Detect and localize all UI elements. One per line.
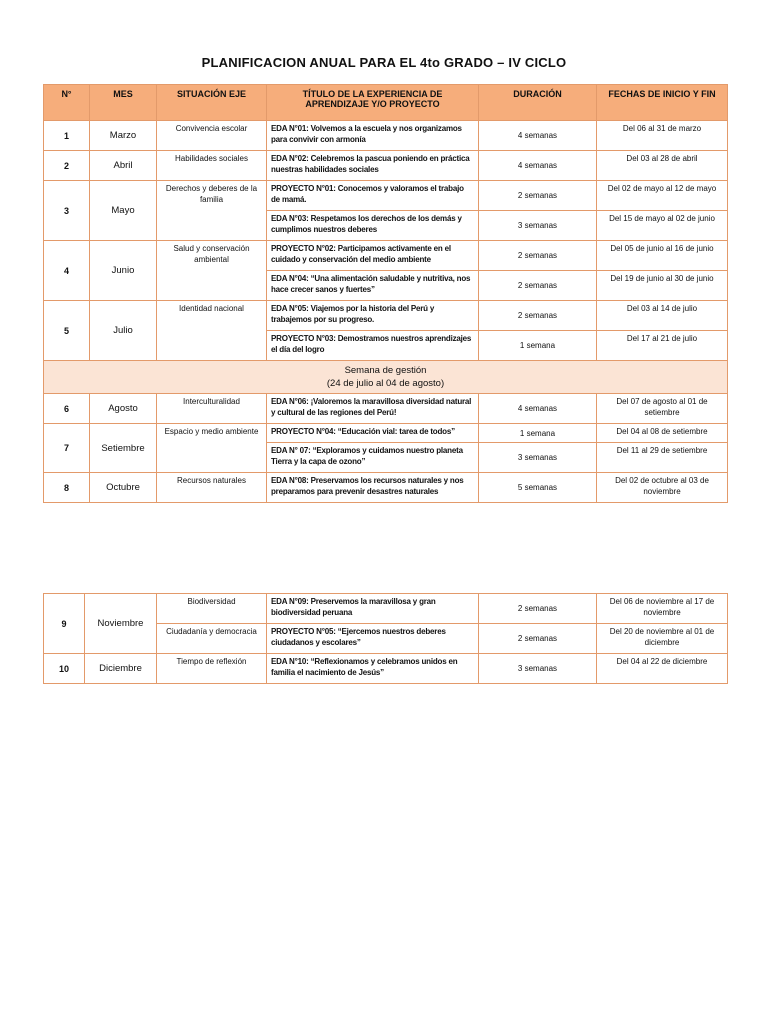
row-month: Marzo (90, 121, 157, 151)
row-duration: 2 semanas (479, 241, 597, 271)
row-title: PROYECTO N°04: “Educación vial: tarea de todos” (267, 424, 479, 443)
page-title: PLANIFICACION ANUAL PARA EL 4to GRADO – IV CICLO (201, 55, 567, 70)
row-dates: Del 05 de junio al 16 de junio (597, 241, 728, 271)
row-number: 10 (44, 654, 85, 684)
table-row (44, 151, 728, 181)
gestion-dates: (24 de julio al 04 de agosto) (326, 378, 445, 389)
row-duration: 4 semanas (479, 121, 597, 151)
gestion-cell (44, 361, 728, 394)
header-row (44, 85, 728, 121)
row-duration: 2 semanas (479, 301, 597, 331)
row-dates: Del 06 al 31 de marzo (597, 121, 728, 151)
row-number: 9 (44, 594, 85, 654)
row-month: Diciembre (85, 654, 157, 684)
planning-table-continued (43, 593, 728, 684)
header-duracion: DURACIÓN (479, 85, 597, 121)
row-month: Julio (90, 301, 157, 361)
table-row (44, 181, 728, 211)
row-duration: 4 semanas (479, 151, 597, 181)
row-month: Junio (90, 241, 157, 301)
table-row (44, 301, 728, 331)
row-dates: Del 03 al 28 de abril (597, 151, 728, 181)
row-dates: Del 02 de mayo al 12 de mayo (597, 181, 728, 211)
row-dates: Del 02 de octubre al 03 de noviembre (597, 473, 728, 503)
planning-table (43, 84, 728, 503)
row-duration: 2 semanas (479, 271, 597, 301)
row-duration: 2 semanas (479, 181, 597, 211)
row-situation: Recursos naturales (157, 473, 267, 503)
row-title: EDA N°09: Preservemos la maravillosa y gran biodiversidad peruana (267, 594, 479, 624)
row-month: Agosto (90, 394, 157, 424)
row-situation: Convivencia escolar (157, 121, 267, 151)
row-dates: Del 17 al 21 de julio (597, 331, 728, 361)
row-dates: Del 11 al 29 de setiembre (597, 443, 728, 473)
row-duration: 3 semanas (479, 443, 597, 473)
row-number: 4 (44, 241, 90, 301)
row-duration: 5 semanas (479, 473, 597, 503)
row-situation: Habilidades sociales (157, 151, 267, 181)
row-month: Noviembre (85, 594, 157, 654)
row-situation: Ciudadanía y democracia (157, 624, 267, 654)
table-row (44, 424, 728, 443)
row-duration: 2 semanas (479, 594, 597, 624)
row-dates: Del 15 de mayo al 02 de junio (597, 211, 728, 241)
row-number: 1 (44, 121, 90, 151)
row-duration: 3 semanas (479, 211, 597, 241)
row-situation: Identidad nacional (157, 301, 267, 361)
row-number: 8 (44, 473, 90, 503)
row-title: PROYECTO N°01: Conocemos y valoramos el trabajo de mamá. (267, 181, 479, 211)
gestion-title: Semana de gestión (344, 365, 427, 376)
row-duration: 1 semana (479, 424, 597, 443)
row-dates: Del 07 de agosto al 01 de setiembre (597, 394, 728, 424)
row-dates: Del 04 al 08 de setiembre (597, 424, 728, 443)
table-row (44, 473, 728, 503)
row-title: EDA N°10: “Reflexionamos y celebramos unidos en familia el nacimiento de Jesús” (267, 654, 479, 684)
table-row (44, 654, 728, 684)
row-duration: 3 semanas (479, 654, 597, 684)
row-duration: 4 semanas (479, 394, 597, 424)
row-title: EDA N°01: Volvemos a la escuela y nos organizamos para convivir con armonía (267, 121, 479, 151)
row-number: 5 (44, 301, 90, 361)
row-number: 7 (44, 424, 90, 473)
header-titulo: TÍTULO DE LA EXPERIENCIA DE APRENDIZAJE Y/O PROYECTO (267, 85, 479, 121)
row-number: 2 (44, 151, 90, 181)
row-number: 6 (44, 394, 90, 424)
row-situation: Interculturalidad (157, 394, 267, 424)
row-title: EDA N°06: ¡Valoremos la maravillosa diversidad natural y cultural de las regiones del Perú! (267, 394, 479, 424)
row-dates: Del 06 de noviembre al 17 de noviembre (597, 594, 728, 624)
table-row (44, 121, 728, 151)
row-duration: 2 semanas (479, 624, 597, 654)
row-title: EDA N°04: “Una alimentación saludable y nutritiva, nos hace crecer sanos y fuertes” (267, 271, 479, 301)
row-month: Setiembre (90, 424, 157, 473)
header-fechas: FECHAS DE INICIO Y FIN (597, 85, 728, 121)
row-situation: Derechos y deberes de la familia (157, 181, 267, 241)
row-situation: Espacio y medio ambiente (157, 424, 267, 473)
gestion-row (44, 361, 728, 394)
header-num: N° (44, 85, 90, 121)
row-title: EDA N°05: Viajemos por la historia del Perú y trabajemos por su progreso. (267, 301, 479, 331)
row-title: PROYECTO N°03: Demostramos nuestros aprendizajes el día del logro (267, 331, 479, 361)
row-title: PROYECTO N°05: “Ejercemos nuestros deberes ciudadanos y escolares” (267, 624, 479, 654)
row-title: EDA N°08: Preservamos los recursos naturales y nos preparamos para prevenir desastres naturales (267, 473, 479, 503)
row-title: EDA N° 07: “Exploramos y cuidamos nuestro planeta Tierra y la capa de ozono” (267, 443, 479, 473)
table-row (44, 241, 728, 271)
table-row (44, 394, 728, 424)
row-title: EDA N°03: Respetamos los derechos de los demás y cumplimos nuestros deberes (267, 211, 479, 241)
row-dates: Del 20 de noviembre al 01 de diciembre (597, 624, 728, 654)
header-situacion: SITUACIÓN EJE (157, 85, 267, 121)
row-situation: Salud y conservación ambiental (157, 241, 267, 301)
row-situation: Tiempo de reflexión (157, 654, 267, 684)
row-dates: Del 19 de junio al 30 de junio (597, 271, 728, 301)
table-row (44, 594, 728, 624)
row-dates: Del 03 al 14 de julio (597, 301, 728, 331)
row-month: Octubre (90, 473, 157, 503)
row-month: Abril (90, 151, 157, 181)
row-dates: Del 04 al 22 de diciembre (597, 654, 728, 684)
row-situation: Biodiversidad (157, 594, 267, 624)
row-month: Mayo (90, 181, 157, 241)
row-duration: 1 semana (479, 331, 597, 361)
row-title: PROYECTO N°02: Participamos activamente en el cuidado y conservación del medio ambiente (267, 241, 479, 271)
header-mes: MES (90, 85, 157, 121)
row-number: 3 (44, 181, 90, 241)
row-title: EDA N°02: Celebremos la pascua poniendo en práctica nuestras habilidades sociales (267, 151, 479, 181)
